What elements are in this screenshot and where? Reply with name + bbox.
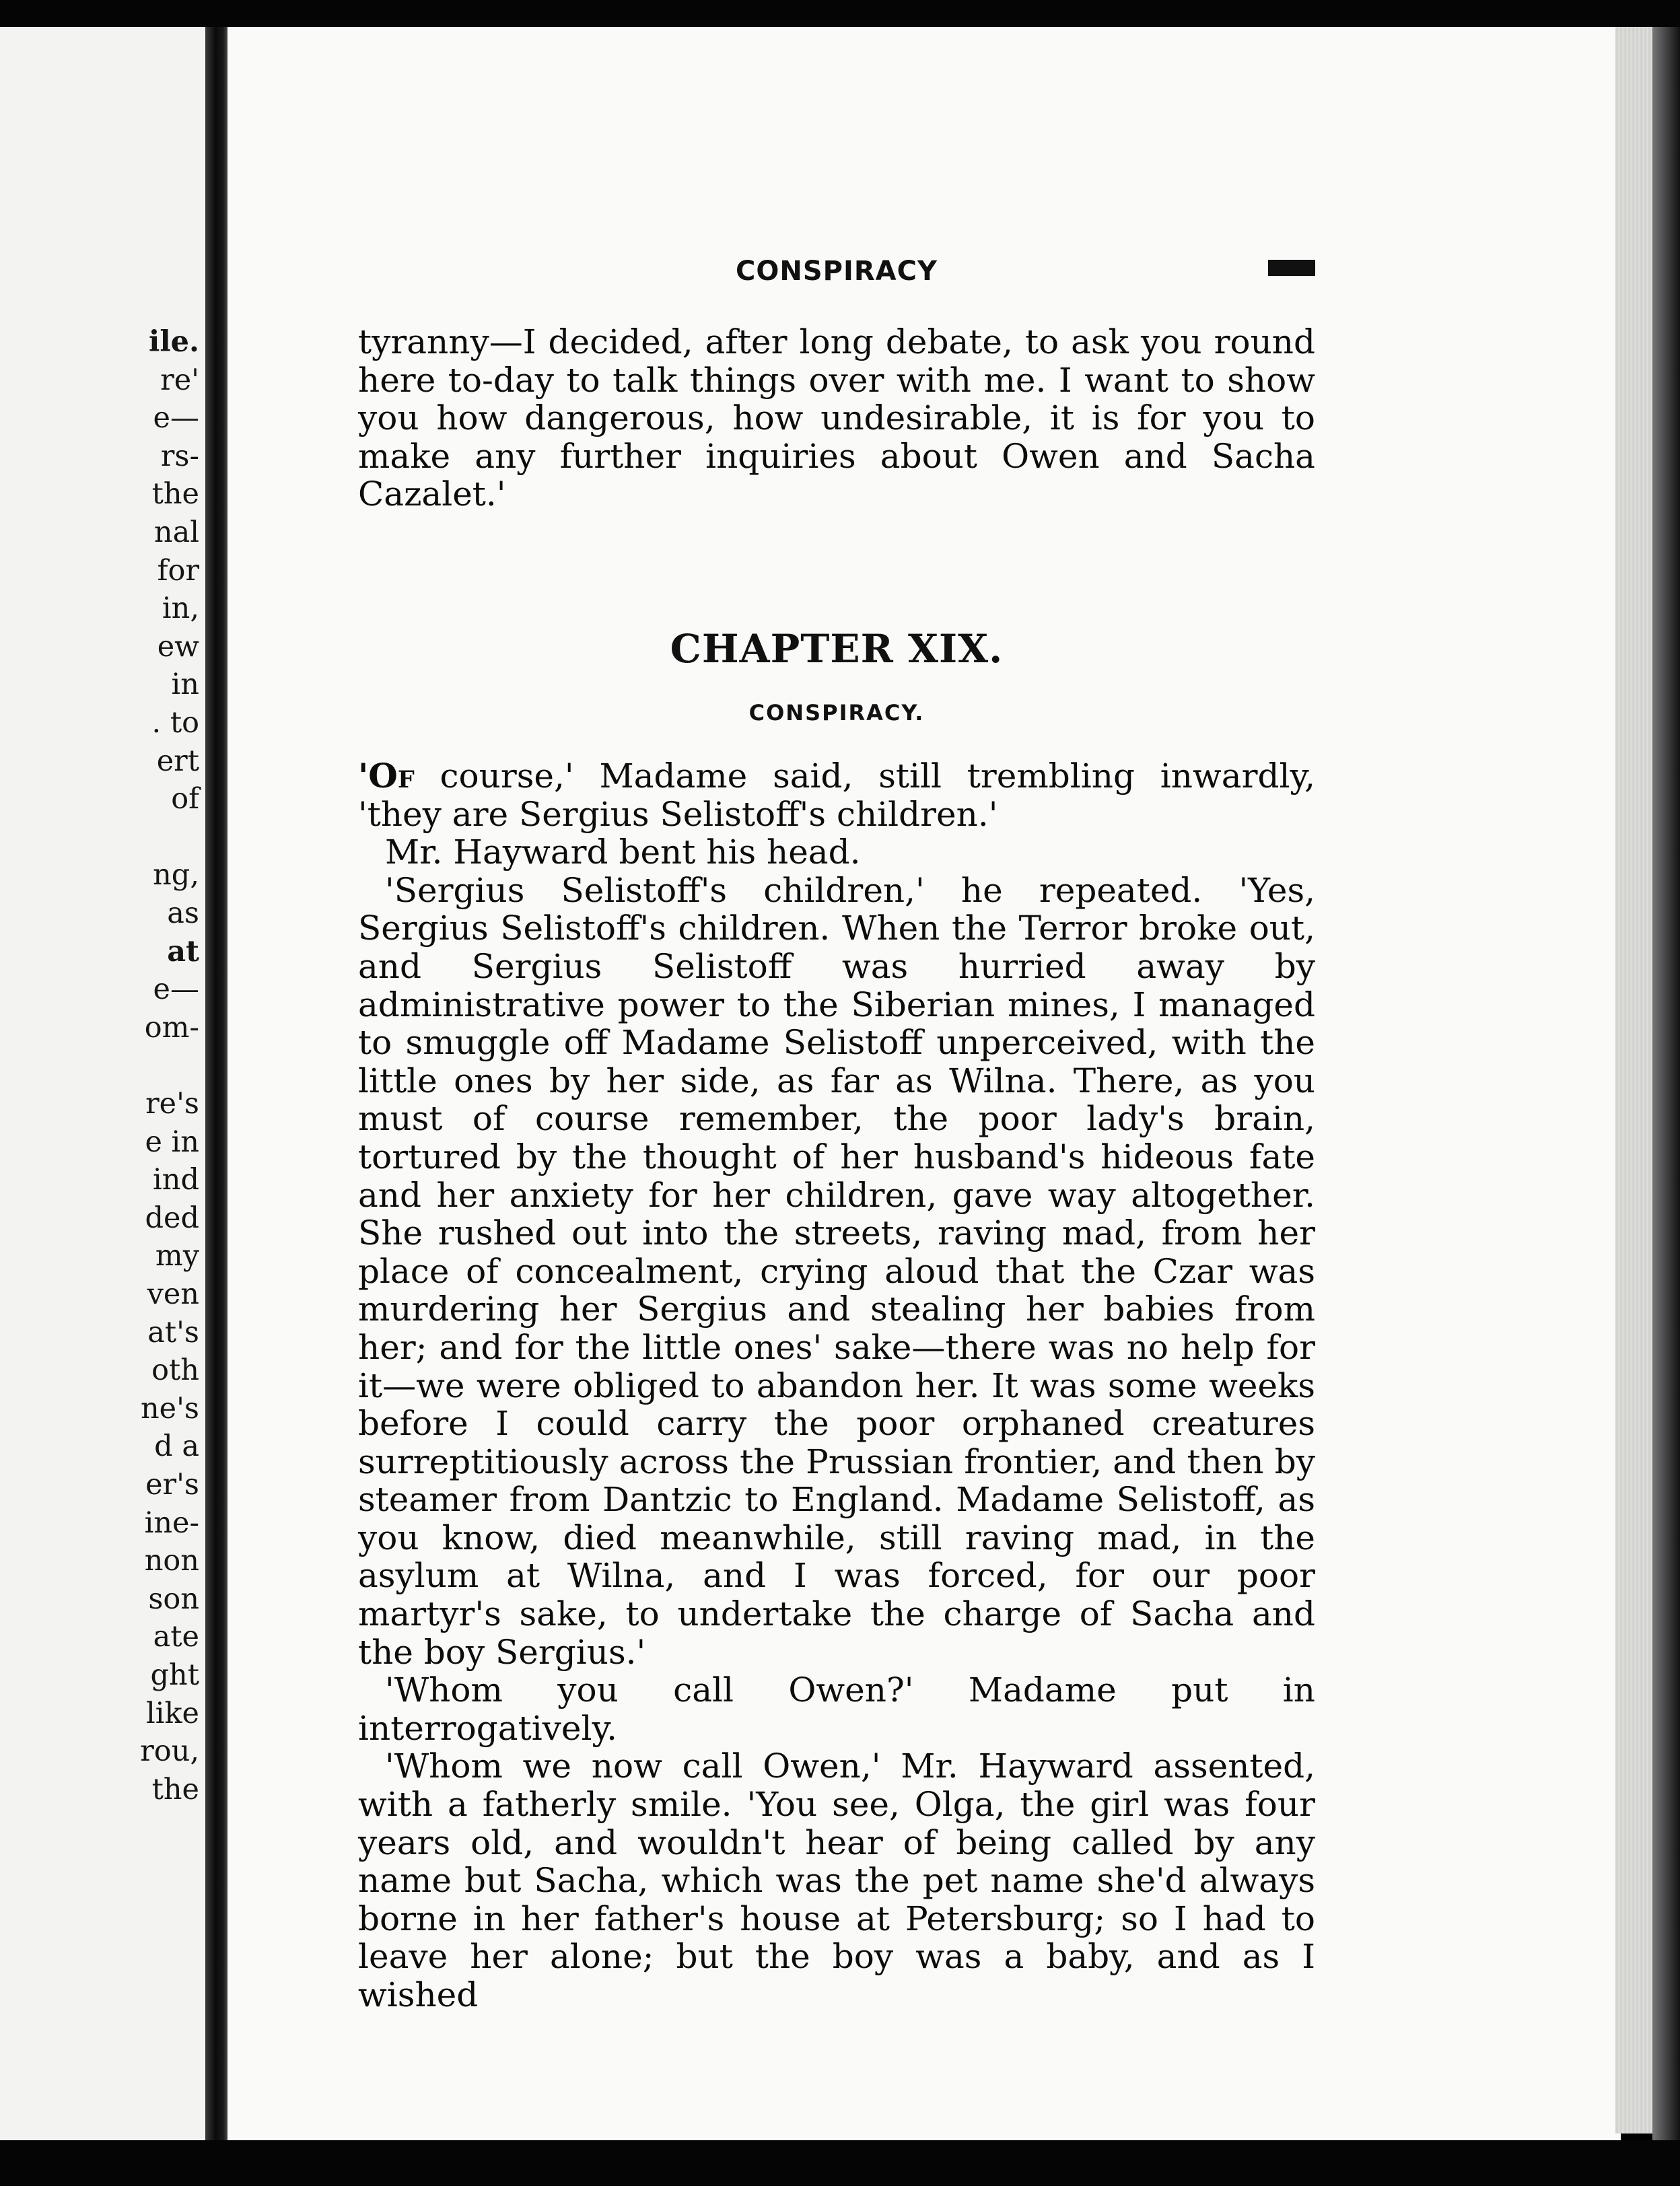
left-page-fragment: . to: [151, 706, 199, 740]
left-page-fragment: e in: [145, 1125, 199, 1159]
left-page-fragment: om-: [144, 1010, 199, 1045]
running-title: CONSPIRACY: [736, 256, 938, 287]
left-page-fragment: ght: [150, 1658, 199, 1692]
left-page-fragment: re's: [145, 1087, 199, 1121]
left-page-fragment: as: [167, 896, 199, 930]
left-page-fragment: non: [144, 1544, 199, 1578]
left-page-fragment: e—: [153, 401, 199, 435]
first-paragraph-text: course,' Madame said, still trembling inwardly, 'they are Sergius Selistoff's children.': [358, 756, 1315, 834]
left-page-fragment: rs-: [160, 439, 199, 473]
left-page-fragment: ne's: [140, 1391, 199, 1425]
scan-border-right: [1652, 27, 1680, 2140]
left-page-fragment: in,: [162, 592, 199, 626]
left-page-fragment: ded: [145, 1201, 199, 1235]
paragraph: Mr. Hayward bent his head.: [385, 833, 861, 872]
first-paragraph-opening-word: 'Of: [358, 756, 415, 796]
left-page-fragment: er's: [145, 1468, 199, 1502]
left-page-fragment: ile.: [149, 325, 199, 359]
left-page-fragment: of: [171, 782, 199, 816]
left-page-fragment: rou,: [140, 1734, 199, 1769]
left-page-fragment: oth: [151, 1353, 199, 1388]
chapter-body: [358, 757, 1315, 2014]
left-page-fragment: in: [171, 668, 199, 702]
left-page-fragment: like: [145, 1696, 199, 1730]
paragraph: 'Whom you call Owen?' Madame put in interrogatively.: [358, 1670, 1315, 1748]
chapter-subtitle: CONSPIRACY.: [748, 700, 925, 726]
left-page-fragment: ate: [153, 1620, 199, 1654]
left-page-fragment: re': [160, 363, 199, 397]
page-edges: [1615, 27, 1652, 2134]
left-page-fragment: for: [157, 553, 199, 588]
chapter-title: CHAPTER XIX.: [670, 626, 1004, 672]
left-page-fragment: ine-: [144, 1506, 199, 1540]
left-page-fragment: at's: [147, 1315, 199, 1349]
left-page-fragment: my: [155, 1239, 199, 1273]
left-page-fragment: the: [151, 477, 199, 512]
left-page-fragment: ven: [147, 1277, 199, 1311]
opening-paragraph: tyranny—I decided, after long debate, to ask you round here to-day to talk things over with me. I want to show you how dangerous, how undesirable, it is for you to make any further inquiries about Owen and Sacha Cazalet.': [358, 322, 1315, 514]
opening-paragraph-block: [358, 323, 1315, 514]
left-page: [0, 27, 209, 2147]
left-page-fragment: e—: [153, 973, 199, 1007]
left-page-fragment: ng,: [153, 858, 199, 892]
left-page-fragment: d a: [154, 1430, 199, 1464]
scan-border-bottom: [0, 2140, 1680, 2186]
left-page-fragment: ind: [153, 1163, 199, 1197]
left-page-fragment: the: [151, 1772, 199, 1806]
paragraph: 'Whom we now call Owen,' Mr. Hayward assented, with a fatherly smile. 'You see, Olga, the girl was four years old, and wouldn't hear of being called by any name but Sacha, which was the pet name she'd always borne in her father's house at Petersburg; so I had to leave her alone; but the boy was a baby, and as I wished: [358, 1747, 1315, 2014]
running-header: [358, 256, 1315, 303]
page-number-blot: [1268, 260, 1315, 276]
paragraph: 'Sergius Selistoff's children,' he repeated. 'Yes, Sergius Selistoff's children. When the Terror broke out, and Sergius Selistoff was hurried away by administrative power to the Siberian mines, I managed to smuggle off Madame Selistoff unperceived, with the little ones by her side, as far as Wilna. There, as you must of course remember, the poor lady's brain, tortured by the thought of her husband's hideous fate and her anxiety for her children, gave way altogether. She rushed out into the streets, raving mad, from her place of concealment, crying aloud that the Czar was murdering her Sergius and stealing her babies from her; and for the little ones' sake—there was no help for it—we were obliged to abandon her. It was some weeks before I could carry the poor orphaned creatures surreptitiously across the Prussian frontier, and then by steamer from Dantzic to England. Madame Selistoff, as you know, died meanwhile, still raving mad, in the asylum at Wilna, and I was forced, for our poor martyr's sake, to undertake the charge of Sacha and the boy Sergius.': [358, 870, 1315, 1672]
left-page-fragment: at: [167, 934, 199, 968]
left-page-fragment: ew: [157, 629, 199, 664]
first-paragraph: [358, 757, 1315, 833]
left-page-fragment: son: [148, 1582, 199, 1616]
left-page-fragment: ert: [156, 744, 199, 778]
left-page-fragment: nal: [153, 516, 199, 549]
